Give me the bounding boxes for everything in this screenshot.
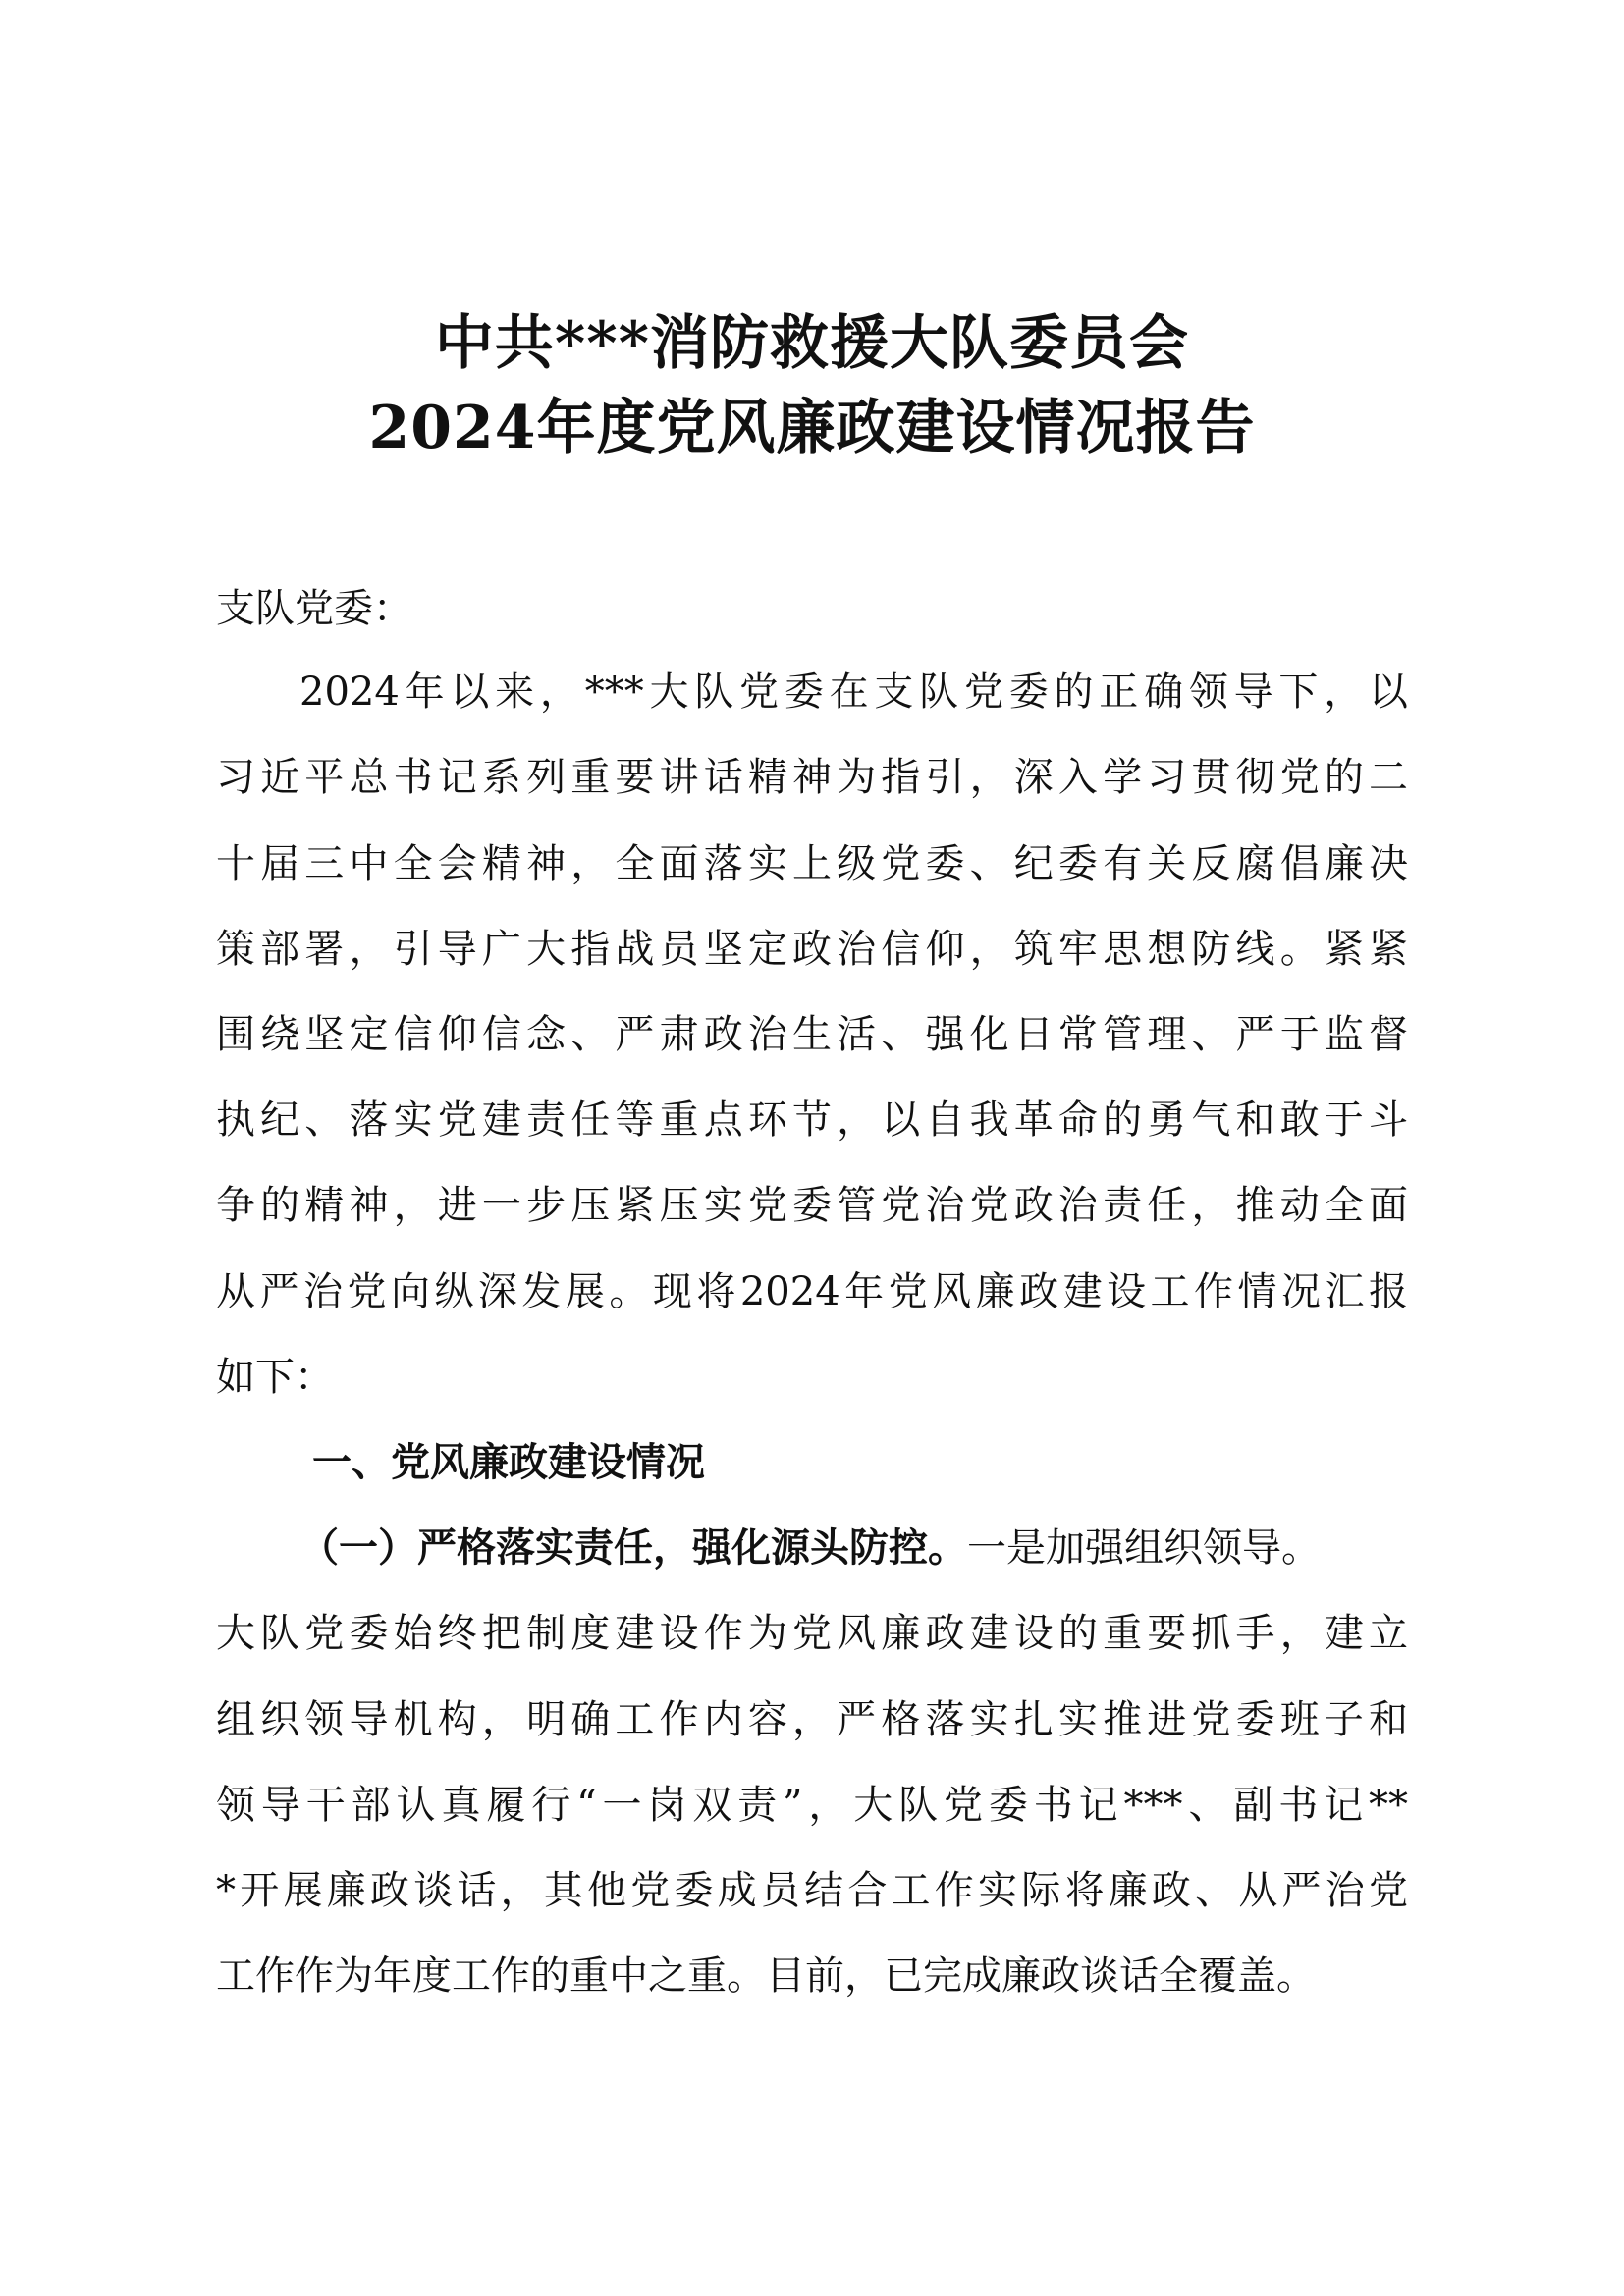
paragraph-line: 领导干部认真履行“一岗双责”，大队党委书记***、副书记**	[216, 1783, 1408, 1828]
salutation: 支队党委：	[216, 586, 412, 631]
paragraph-line: 2024年以来，***大队党委在支队党委的正确领导下，以	[299, 669, 1408, 715]
paragraph-line: 习近平总书记系列重要讲话精神为指引，深入学习贯彻党的二	[216, 755, 1408, 800]
paragraph-line: *开展廉政谈话，其他党委成员结合工作实际将廉政、从严治党	[216, 1868, 1408, 1913]
paragraph-line: 围绕坚定信仰信念、严肃政治生活、强化日常管理、严于监督	[216, 1012, 1408, 1057]
section-heading: 一、党风廉政建设情况	[312, 1439, 705, 1485]
paragraph-line: 大队党委始终把制度建设作为党风廉政建设的重要抓手，建立	[216, 1611, 1408, 1656]
document-title-line1: 中共***消防救援大队委员会	[434, 309, 1190, 378]
paragraph-line: 十届三中全会精神，全面落实上级党委、纪委有关反腐倡廉决	[216, 841, 1408, 886]
paragraph-line: 从严治党向纵深发展。现将2024年党风廉政建设工作情况汇报	[216, 1269, 1408, 1314]
paragraph-line: 争的精神，进一步压紧压实党委管党治党政治责任，推动全面	[216, 1183, 1408, 1228]
paragraph-line: 组织领导机构，明确工作内容，严格落实扎实推进党委班子和	[216, 1697, 1408, 1742]
subsection-paragraph-first-line	[299, 1519, 1438, 1577]
subsection-heading: （一）严格落实责任，强化源头防控。	[299, 1524, 967, 1571]
paragraph-line: 执纪、落实党建责任等重点环节，以自我革命的勇气和敢于斗	[216, 1097, 1408, 1143]
paragraph-line: 策部署，引导广大指战员坚定政治信仰，筑牢思想防线。紧紧	[216, 927, 1408, 972]
paragraph-line: 如下：	[216, 1355, 334, 1400]
subsection-first-line-text: 一是加强组织领导。	[967, 1525, 1321, 1571]
paragraph-line: 工作作为年度工作的重中之重。目前，已完成廉政谈话全覆盖。	[216, 1953, 1316, 1999]
document-title-line2: 2024年度党风廉政建设情况报告	[368, 394, 1256, 462]
